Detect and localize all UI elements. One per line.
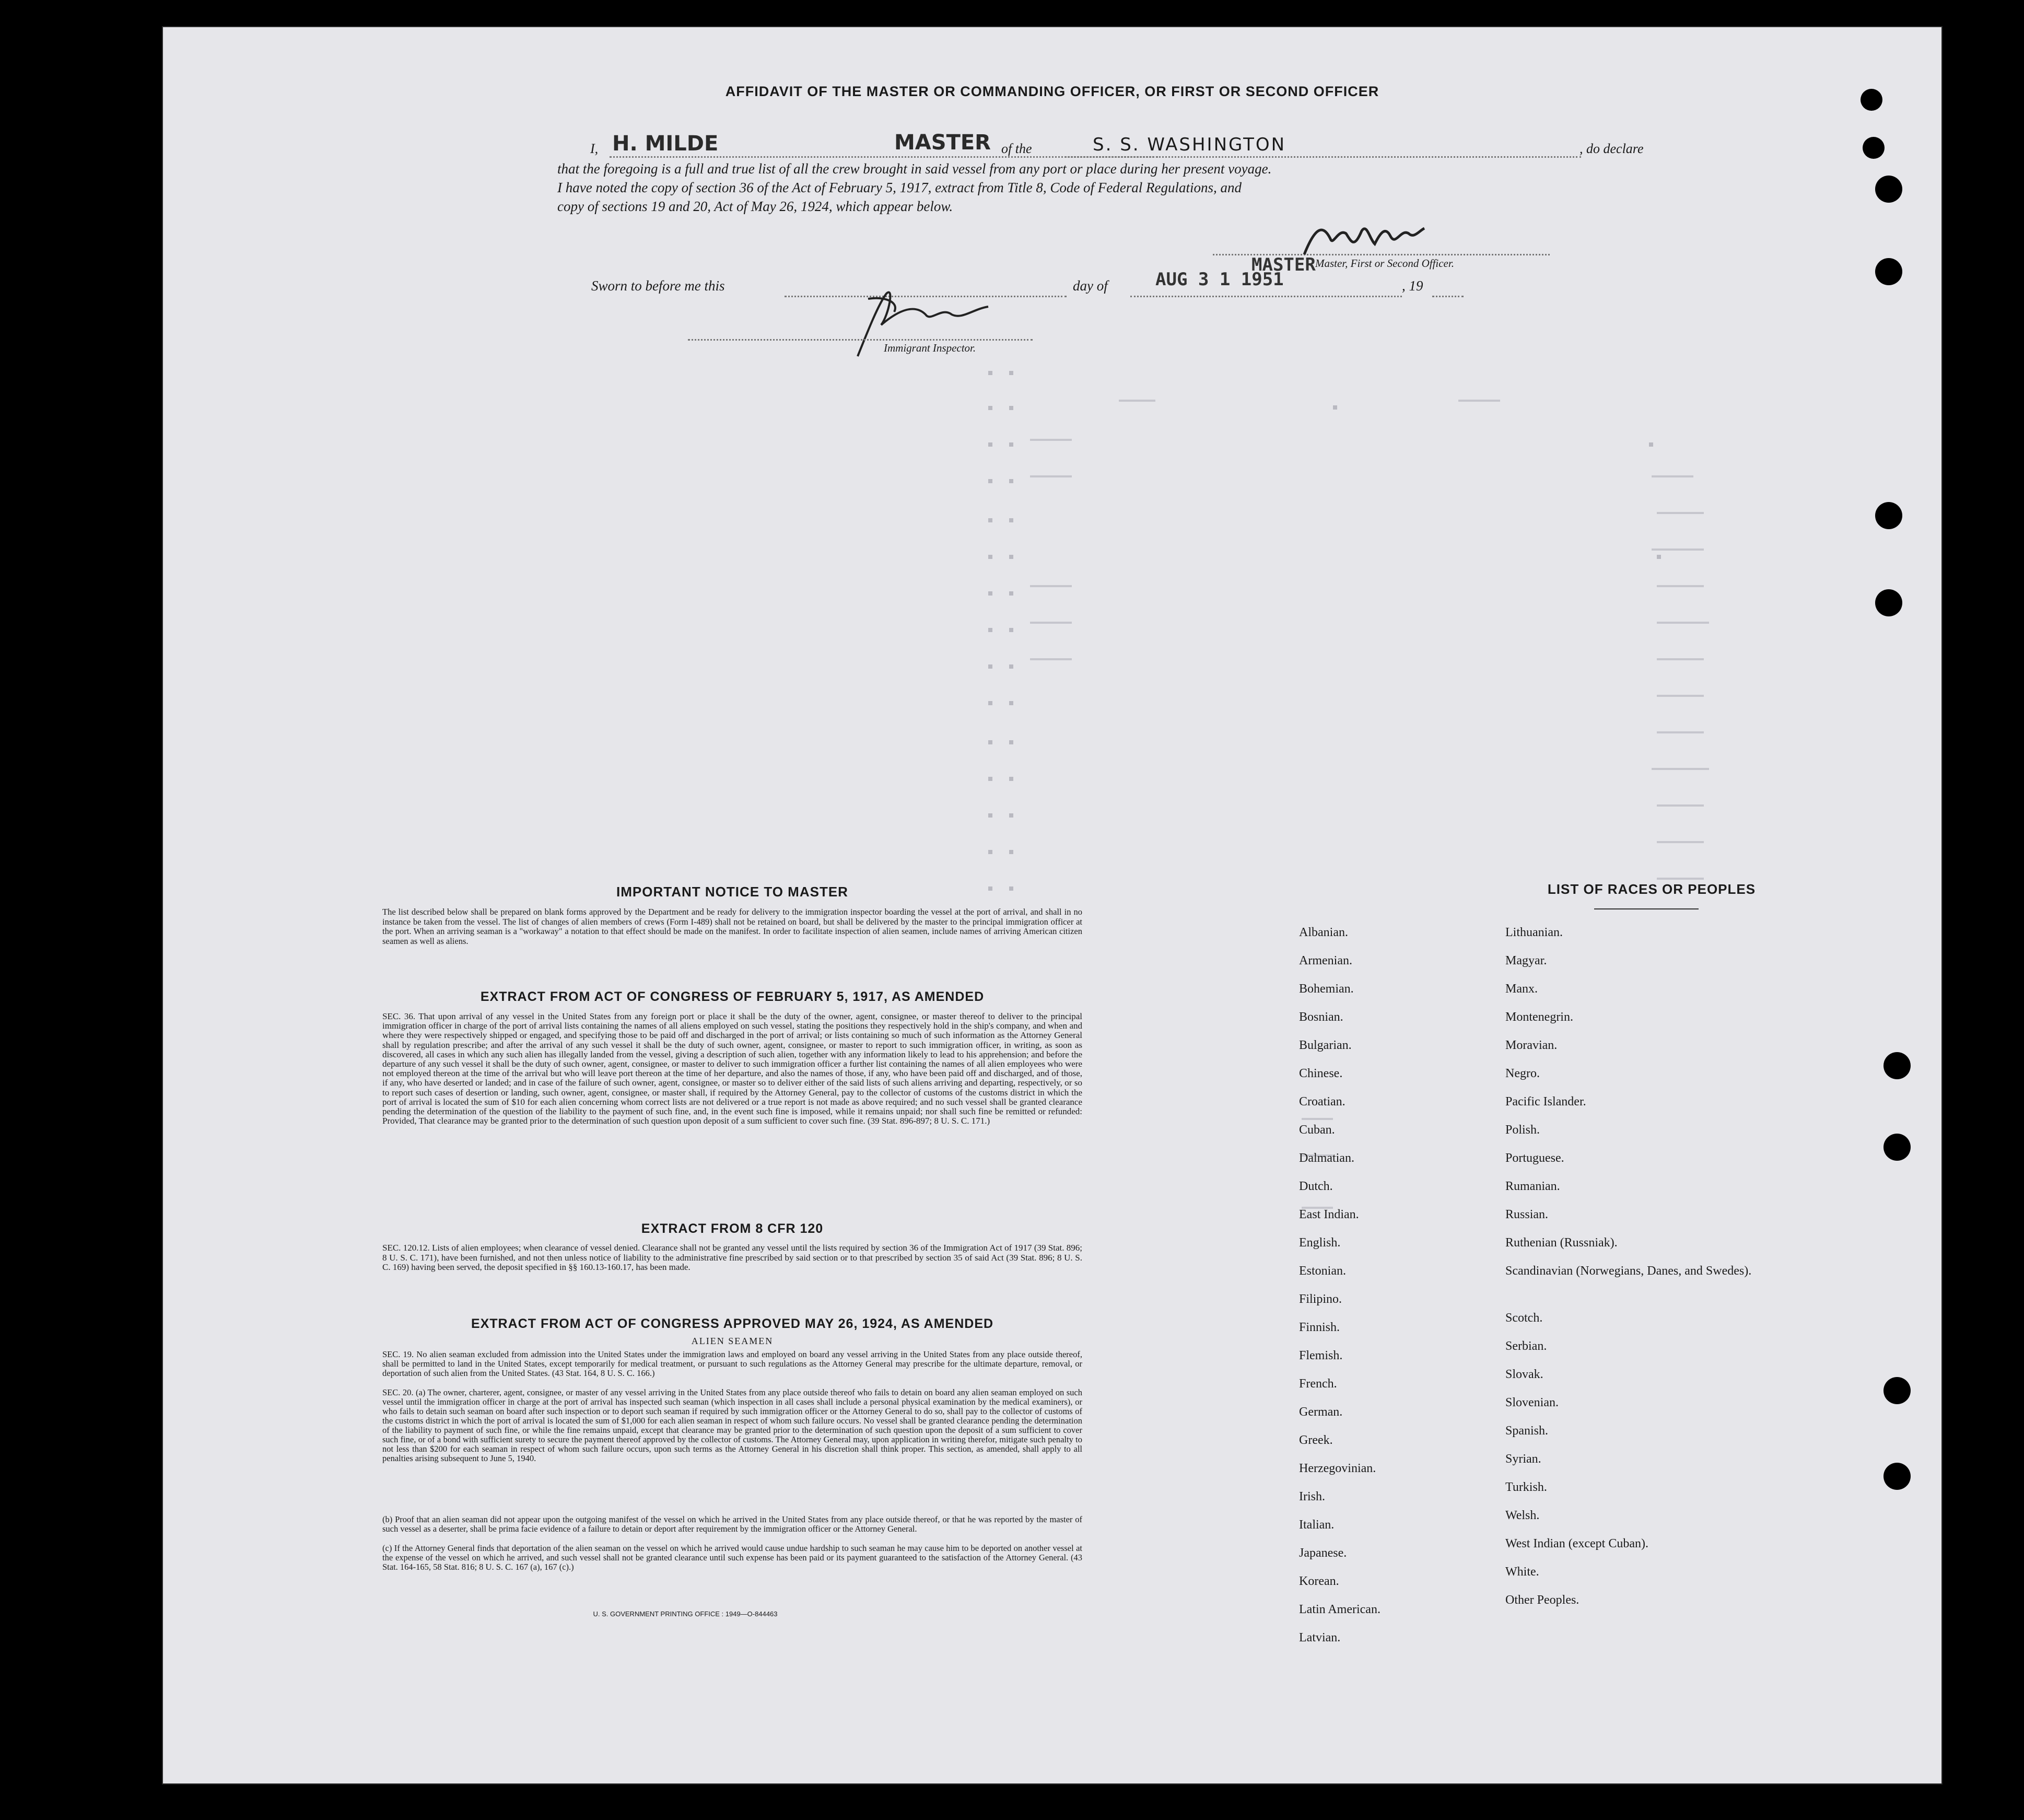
- race-item: Cuban.: [1299, 1123, 1335, 1137]
- sworn-month-line: [1130, 295, 1402, 297]
- race-item: Rumanian.: [1505, 1180, 1560, 1193]
- extract-1924-sec20b: (b) Proof that an alien seaman did not appear upon the outgoing manifest of the vessel on which he arrived in the United States from any place outside thereof, or that he was reported by the master of such vessel as a deserter, shall be prima facie evidence of a failure to detain or deport after requirement by the immigration officer or the Attorney General.: [382, 1514, 1082, 1534]
- extract-1924-subheading: ALIEN SEAMEN: [691, 1336, 774, 1346]
- race-item: Slovenian.: [1505, 1396, 1559, 1409]
- race-item: German.: [1299, 1405, 1343, 1419]
- vessel-line: [1061, 155, 1581, 158]
- punch-hole: [1863, 137, 1885, 159]
- date-stamp: AUG 3 1 1951: [1155, 269, 1284, 290]
- document-sheet: [163, 27, 1941, 1783]
- race-item: Croatian.: [1299, 1095, 1346, 1109]
- do-declare-label: , do declare: [1580, 141, 1644, 156]
- race-item: East Indian.: [1299, 1208, 1359, 1221]
- extract-1917-heading: EXTRACT FROM ACT OF CONGRESS OF FEBRUARY 5, 1917, AS AMENDED: [480, 989, 985, 1004]
- race-item: Albanian.: [1299, 926, 1348, 939]
- race-item: Spanish.: [1505, 1424, 1549, 1438]
- race-item: Bosnian.: [1299, 1010, 1343, 1024]
- race-item: Armenian.: [1299, 954, 1352, 967]
- important-notice-body: The list described below shall be prepared on blank forms approved by the Department and be ready for delivery to the immigration inspector boarding the vessel at the port of arrival, and shall in no instance be taken from the vessel. The list of changes of alien members of crews (Form I-489) shall not be retained on board, but shall be delivered by the master to the principal immigration officer at the port. When an arriving seaman is a "workaway" a notation to that effect should be made on the manifest. In order to facilitate inspection of alien seamen, include names of arriving American citizen seamen as well as aliens.: [382, 907, 1082, 946]
- extract-cfr-body: SEC. 120.12. Lists of alien employees; when clearance of vessel denied. Clearance shall not be granted any vessel until the lists required by section 36 of the Immigration Act of 1917 (39 Stat. 896; 8 U. S. C. 171), have been furnished, and not then unless notice of liability to the administrative fine prescribed by said section or to that prescribed by section 35 of said Act (39 Stat. 896; 8 U. S. C. 169) having been served, the deposit specified in §§ 160.13-160.17, has been made.: [382, 1243, 1082, 1272]
- race-item: Korean.: [1299, 1574, 1339, 1588]
- punch-hole: [1883, 1052, 1911, 1079]
- race-item: Herzegovinian.: [1299, 1462, 1376, 1475]
- punch-hole: [1875, 589, 1902, 616]
- race-item: Magyar.: [1505, 954, 1547, 967]
- race-item: Syrian.: [1505, 1452, 1541, 1466]
- punch-hole: [1883, 1377, 1911, 1404]
- affidavit-line-2: that the foregoing is a full and true list of all the crew brought in said vessel from any port or place during her present voyage.: [557, 161, 1272, 177]
- punch-hole: [1875, 176, 1902, 203]
- race-item: Bohemian.: [1299, 982, 1354, 996]
- race-item: Polish.: [1505, 1123, 1540, 1137]
- master-rank: MASTER: [894, 131, 991, 155]
- affidavit-line-4: copy of sections 19 and 20, Act of May 26, 1924, which appear below.: [557, 199, 953, 214]
- extract-1924-sec20a: SEC. 20. (a) The owner, charterer, agent, consignee, or master of any vessel arriving in the United States from any place outside thereof who fails to detain on board any alien seaman employed on such vessel until the immigration officer in charge at the port of arrival has inspected such seaman (which inspection in all cases shall include a personal physical examination by the medical examiners), or who fails to detain such seaman on board after such inspection or to deport such seaman if required by such immigration officer or the Attorney General to do so, shall pay to the collector of customs of the customs district in which the port of arrival is located the sum of $1,000 for each alien seaman in respect of whom such failure occurs. No vessel shall be granted clearance pending the determination of the liability to payment of such fine, or while the fine remains unpaid, except that clearance may be granted prior to the determination of such question upon the deposit of a sum sufficient to cover such fine, or of a bond with sufficient surety to secure the payment thereof approved by the collector of customs. The Attorney General may, upon application in writing therefor, mitigate such penalty to not less than $200 for each seaman in respect of whom such failure occurs, upon such terms as the Attorney General in his discretion shall think proper. This section, as amended, shall apply to all penalties arising subsequent to June 5, 1940.: [382, 1387, 1082, 1463]
- race-item: Bulgarian.: [1299, 1039, 1352, 1052]
- race-item: Pacific Islander.: [1505, 1095, 1586, 1109]
- master-name: H. MILDE: [612, 132, 719, 156]
- race-item: Italian.: [1299, 1518, 1335, 1532]
- race-item: Lithuanian.: [1505, 926, 1563, 939]
- race-item: Negro.: [1505, 1067, 1540, 1080]
- races-heading: LIST OF RACES OR PEOPLES: [1547, 881, 1756, 897]
- race-item: Chinese.: [1299, 1067, 1343, 1080]
- race-item: Scandinavian (Norwegians, Danes, and Swedes).: [1505, 1264, 1752, 1278]
- race-item: Japanese.: [1299, 1546, 1347, 1560]
- sworn-year-line: [1432, 295, 1464, 297]
- race-item: Turkish.: [1505, 1480, 1547, 1494]
- year-prefix: , 19: [1402, 278, 1423, 294]
- affidavit-line-3: I have noted the copy of section 36 of the Act of February 5, 1917, extract from Title 8, Code of Federal Regulations, and: [557, 180, 1242, 195]
- race-item: Scotch.: [1505, 1311, 1543, 1325]
- extract-1924-sec20c: (c) If the Attorney General finds that deportation of the alien seaman on the vessel on which he arrived would cause undue hardship to such seaman he may cause him to be deported on another vessel at the expense of the vessel on which he arrived, and such vessel shall not be granted clearance until such expense has been paid or its payment guaranteed to the satisfaction of the Attorney General. (43 Stat. 164-165, 58 Stat. 816; 8 U. S. C. 167 (a), 167 (c).): [382, 1543, 1082, 1572]
- affidavit-heading: AFFIDAVIT OF THE MASTER OR COMMANDING OFFICER, OR FIRST OR SECOND OFFICER: [725, 84, 1379, 99]
- race-item: West Indian (except Cuban).: [1505, 1537, 1648, 1550]
- day-of-label: day of: [1073, 278, 1108, 294]
- races-right-column: [1505, 926, 1787, 1621]
- punch-hole: [1883, 1463, 1911, 1490]
- race-item: Slovak.: [1505, 1368, 1543, 1381]
- race-item: Dutch.: [1299, 1180, 1333, 1193]
- race-item: Filipino.: [1299, 1292, 1342, 1306]
- punch-hole: [1883, 1134, 1911, 1161]
- sworn-label: Sworn to before me this: [591, 278, 725, 294]
- master-stamp: MASTER: [1251, 254, 1316, 275]
- inspector-caption: Immigrant Inspector.: [884, 342, 976, 354]
- officer-caption: Master, First or Second Officer.: [1315, 257, 1454, 270]
- race-item: Ruthenian (Russniak).: [1505, 1236, 1618, 1250]
- races-heading-rule: [1594, 908, 1699, 909]
- race-item: Greek.: [1299, 1433, 1333, 1447]
- race-item: Irish.: [1299, 1490, 1325, 1503]
- race-item: Portuguese.: [1505, 1151, 1564, 1165]
- race-item: Latvian.: [1299, 1631, 1341, 1644]
- race-item: Manx.: [1505, 982, 1538, 996]
- race-item: Estonian.: [1299, 1264, 1346, 1278]
- race-item: Welsh.: [1505, 1509, 1540, 1522]
- vessel-name: S. S. WASHINGTON: [1093, 134, 1286, 155]
- race-item: Montenegrin.: [1505, 1010, 1573, 1024]
- race-item: Moravian.: [1505, 1039, 1558, 1052]
- race-item: Flemish.: [1299, 1349, 1343, 1362]
- gpo-imprint: U. S. GOVERNMENT PRINTING OFFICE : 1949—O-844463: [593, 1610, 778, 1618]
- race-item: Latin American.: [1299, 1603, 1380, 1616]
- races-left-column: [1299, 926, 1497, 1659]
- important-notice-heading: IMPORTANT NOTICE TO MASTER: [616, 884, 848, 900]
- race-item: White.: [1505, 1565, 1539, 1579]
- extract-1924-sec19: SEC. 19. No alien seaman excluded from admission into the United States under the immigration laws and employed on board any vessel arriving in the United States from any place outside thereof, shall be permitted to land in the United States, except temporarily for medical treatment, or pursuant to such regulations as the Attorney General may prescribe for the ultimate departure, removal, or deportation of such alien from the United States. (43 Stat. 164, 8 U. S. C. 166.): [382, 1349, 1082, 1378]
- race-item: Finnish.: [1299, 1321, 1340, 1334]
- race-item: English.: [1299, 1236, 1341, 1250]
- extract-cfr-heading: EXTRACT FROM 8 CFR 120: [641, 1221, 824, 1236]
- punch-hole: [1861, 89, 1882, 111]
- i-prefix: I,: [590, 141, 599, 156]
- race-item: French.: [1299, 1377, 1337, 1391]
- punch-hole: [1875, 258, 1902, 285]
- of-the-label: of the: [1001, 141, 1032, 156]
- race-item: Dalmatian.: [1299, 1151, 1354, 1165]
- inspector-signature-line: [688, 338, 1033, 341]
- race-item: Russian.: [1505, 1208, 1549, 1221]
- race-item: Serbian.: [1505, 1339, 1547, 1353]
- extract-1917-body: SEC. 36. That upon arrival of any vessel in the United States from any foreign port or place it shall be the duty of the owner, agent, consignee, or master thereof to deliver to the principal immigration officer in charge of the port of arrival lists containing the names of all aliens employed on such vessel, stating the positions they respectively hold in the ship's company, and when and where they were respectively shipped or engaged, and specifying those to be paid off and discharged in the port of arrival; or lists containing so much of such information as the Attorney General shall by regulation prescribe; and after the arrival of any such vessel it shall be the duty of such owner, agent, consignee, or master to report to such immigration officer, in writing, as soon as discovered, all cases in which any such alien has illegally landed from the vessel, giving a description of such alien, together with any information likely to lead to his apprehension; and before the departure of any such vessel it shall be the duty of such owner, agent, consignee, or master to deliver to such immigration officer a further list containing the names of all alien employees who were not employed thereon at the time of the arrival but who will leave port thereon at the time of her departure, and also the names of those, if any, who have been paid off and discharged, and of those, if any, who have deserted or landed; and in case of the failure of such owner, agent, consignee, or master so to deliver either of the said lists of such aliens arriving and departing, respectively, or so to report such cases of desertion or landing, such owner, agent, consignee, or master shall, if required by the Attorney General, pay to the collector of customs of the customs district in which the port of arrival is located the sum of $10 for each alien concerning whom correct lists are not delivered or a true report is not made as above required; and no such vessel shall be granted clearance pending the determination of the question of the liability to the payment of such fine, and, in the event such fine is imposed, while it remains unpaid; nor shall such fine be remitted or refunded: Provided, That clearance may be granted prior to the determination of such question upon deposit of a sum sufficient to cover such fine. (39 Stat. 896-897; 8 U. S. C. 171.): [382, 1011, 1082, 1126]
- race-item: Other Peoples.: [1505, 1593, 1580, 1607]
- punch-hole: [1875, 502, 1902, 529]
- extract-1924-heading: EXTRACT FROM ACT OF CONGRESS APPROVED MAY 26, 1924, AS AMENDED: [471, 1316, 994, 1331]
